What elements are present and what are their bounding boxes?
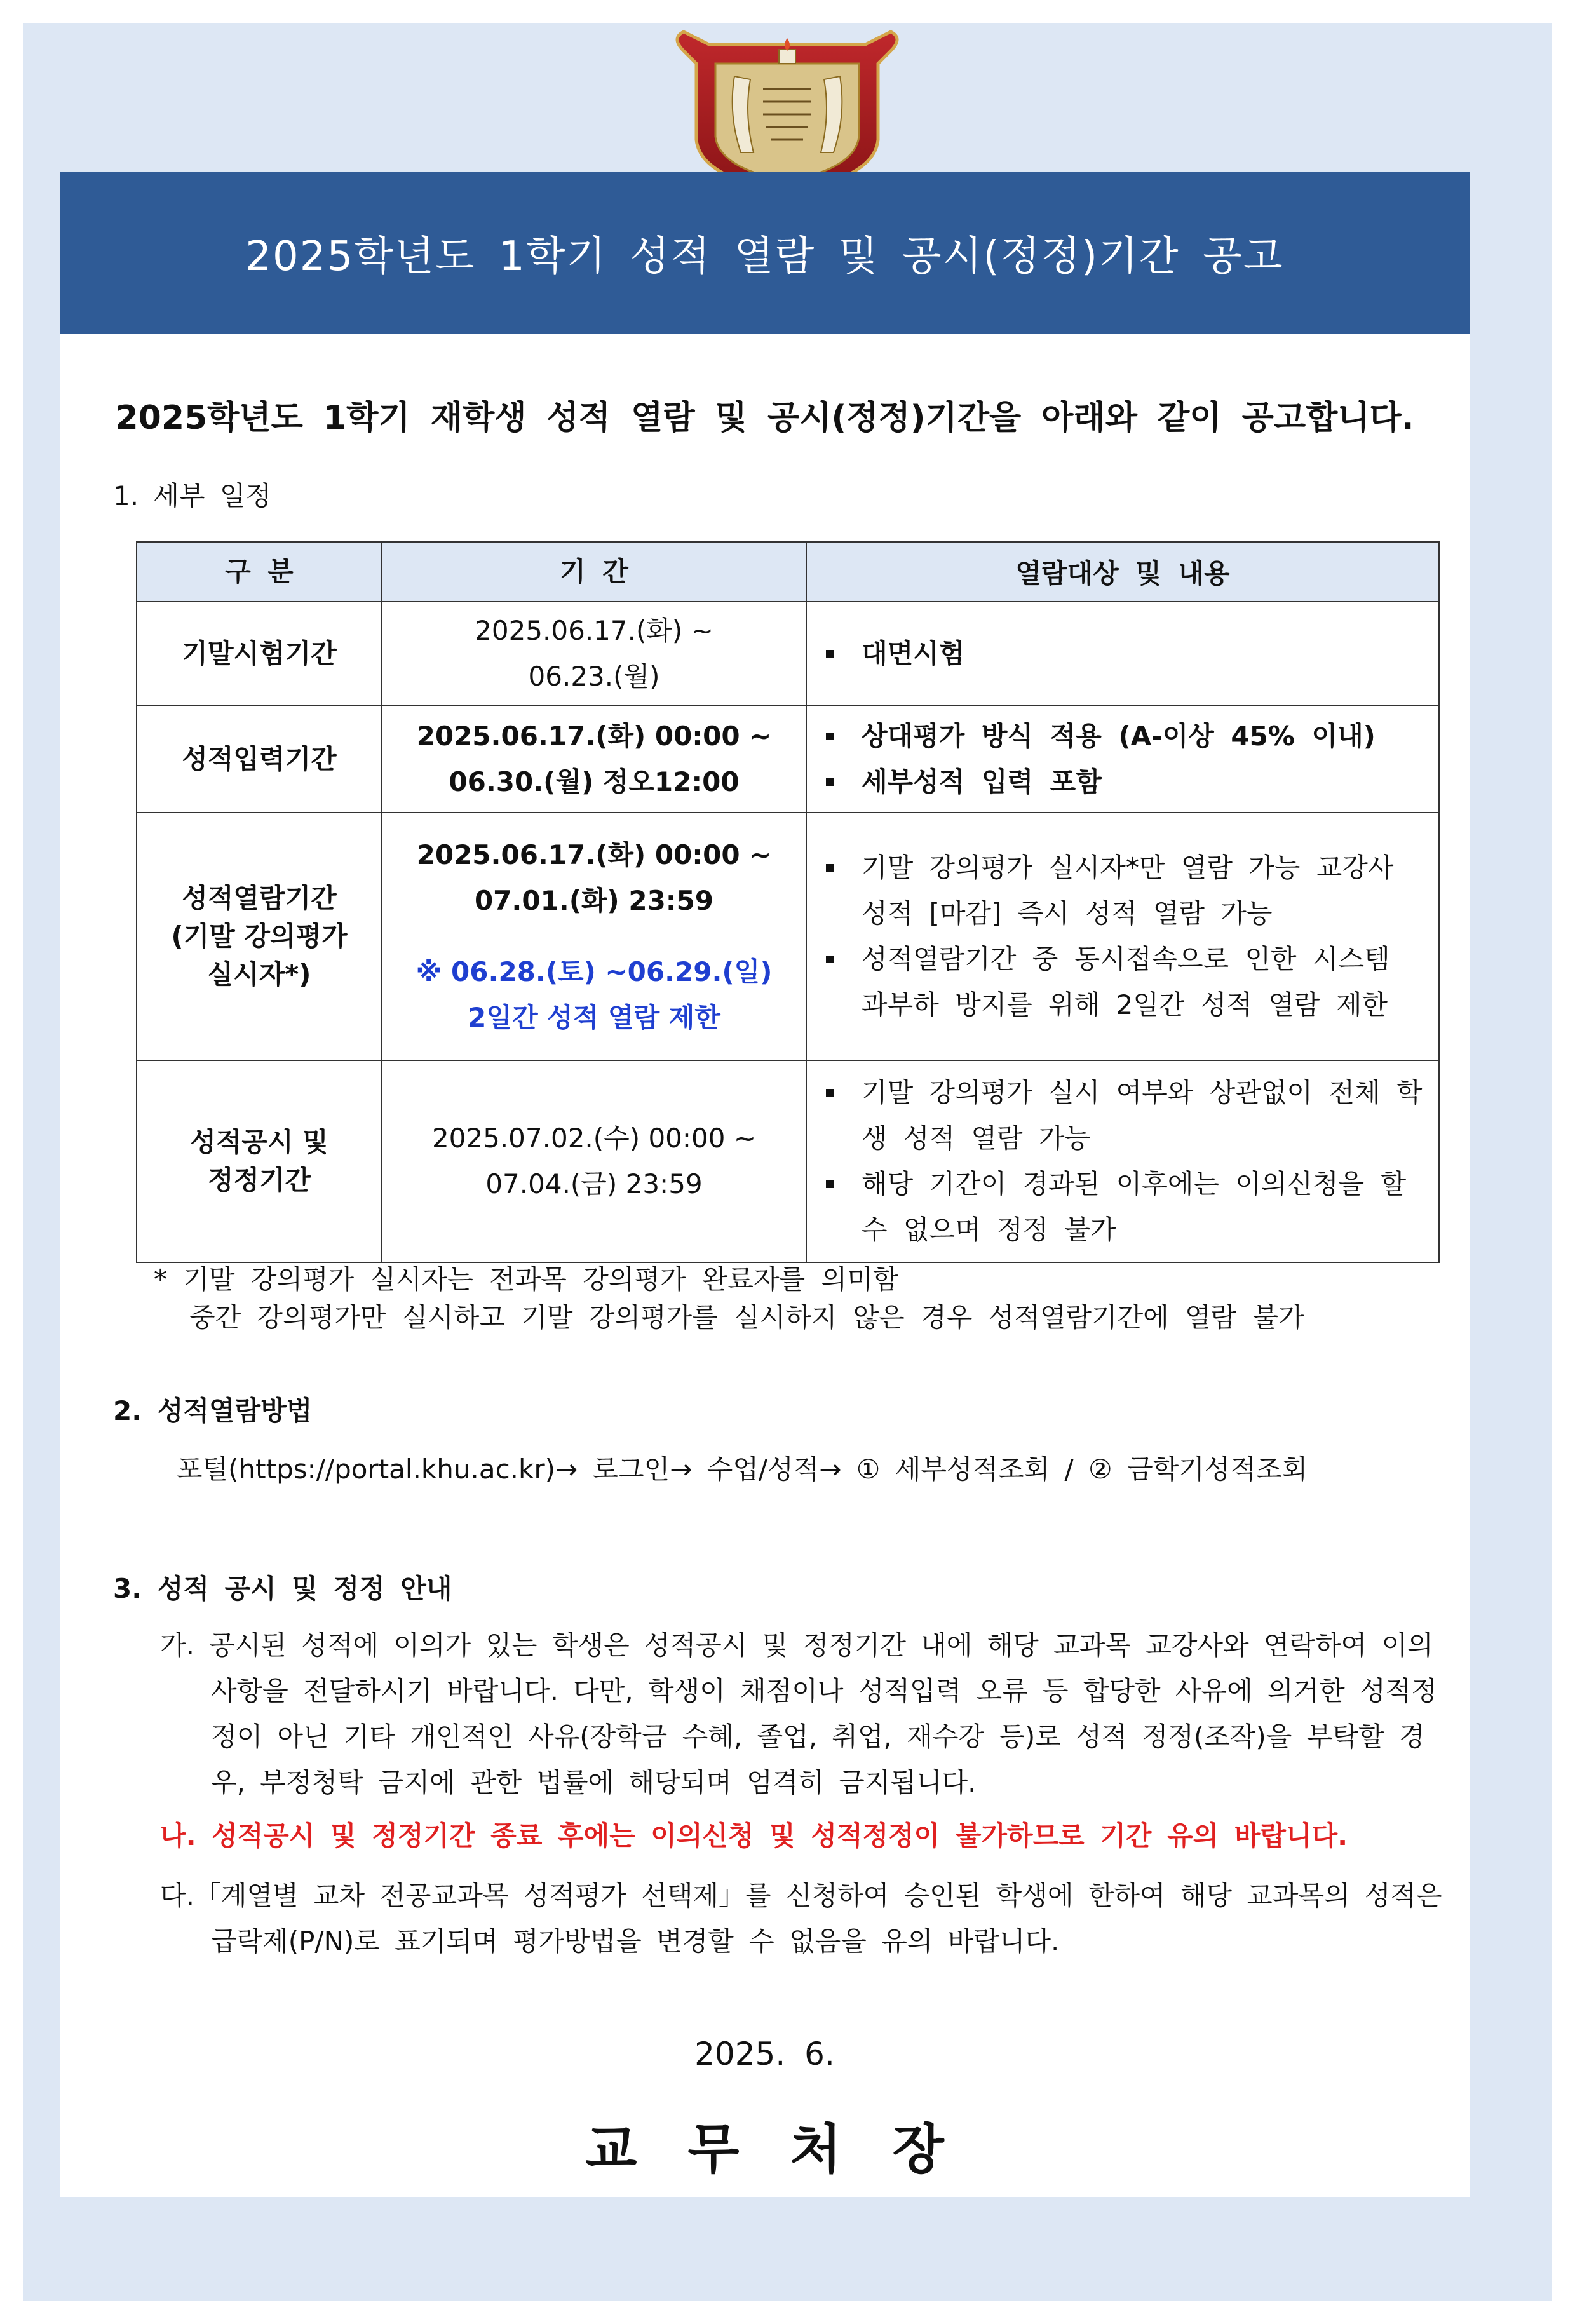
section2-body: 포털(https://portal.khu.ac.kr)→ 로그인→ 수업/성적→ ① 세부성적조회 / ② 금학기성적조회 (177, 1454, 1308, 1485)
header-category: 구 분 (137, 542, 382, 602)
row-period (382, 602, 806, 706)
schedule-table (136, 541, 1440, 1263)
table-row (137, 1060, 1439, 1262)
notice-item-ga: 가. 공시된 성적에 이의가 있는 학생은 성적공시 및 정정기간 내에 해당 교과목 교강사와 연락하여 이의사항을 전달하시기 바랍니다. 다만, 학생이 채점이나 성적입력 오류 등 합당한 사유에 의거한 성적정정이 아닌 기타 개인적인 사유(장학금 수혜, 졸업, 취업, 재수강 등)로 성적 정정(조작)을 부탁할 경우, 부정청탁 금지에 관한 법률에 해당되며 엄격히 금지됩니다. (160, 1630, 1437, 1798)
signature: 교무처장 (585, 2118, 995, 2180)
category-line: 실시자*) (207, 959, 311, 990)
table-row (137, 602, 1439, 706)
list-item: 성적열람기간 중 동시접속으로 인한 시스템 과부하 방지를 위해 2일간 성적 열람 제한 (822, 936, 1423, 1028)
row-content (806, 813, 1439, 1060)
row-category: 성적입력기간 (137, 706, 382, 813)
footnote-line: * 기말 강의평가 실시자는 전과목 강의평가 완료자를 의미함 (154, 1264, 899, 1295)
period-restriction-note: ※ 06.28.(토) ~06.29.(일) (416, 956, 773, 987)
row-category (137, 1060, 382, 1262)
row-category: 기말시험기간 (137, 602, 382, 706)
category-line: (기말 강의평가 (171, 921, 348, 952)
row-period (382, 706, 806, 813)
header-period: 기 간 (382, 542, 806, 602)
row-period (382, 813, 806, 1060)
period-restriction-note: 2일간 성적 열람 제한 (468, 1002, 720, 1033)
table-row (137, 706, 1439, 813)
row-content (806, 1060, 1439, 1262)
table-header-row (137, 542, 1439, 602)
period-line: 2025.06.17.(화) ~ (475, 615, 713, 646)
header-content: 열람대상 및 내용 (806, 542, 1439, 602)
period-line: 06.23.(월) (528, 661, 660, 692)
section2-heading: 2. 성적열람방법 (113, 1395, 313, 1426)
row-content (806, 706, 1439, 813)
title-banner (60, 172, 1470, 334)
period-line: 2025.06.17.(화) 00:00 ~ (416, 720, 772, 752)
list-item: 세부성적 입력 포함 (822, 759, 1423, 805)
list-item: 대면시험 (822, 631, 1423, 677)
footnote-line: 중간 강의평가만 실시하고 기말 강의평가를 실시하지 않은 경우 성적열람기간에 열람 불가 (189, 1302, 1304, 1333)
notice-date: 2025. 6. (694, 2036, 835, 2072)
section1-heading: 1. 세부 일정 (113, 480, 272, 511)
period-line: 07.04.(금) 23:59 (485, 1168, 703, 1199)
row-category (137, 813, 382, 1060)
period-line: 07.01.(화) 23:59 (474, 885, 714, 916)
list-item: 상대평가 방식 적용 (A-이상 45% 이내) (822, 713, 1423, 759)
notice-paper (60, 172, 1470, 2197)
list-item: 기말 강의평가 실시자*만 열람 가능 교강사 성적 [마감] 즉시 성적 열람 가능 (822, 845, 1423, 936)
category-line: 정정기간 (207, 1165, 311, 1196)
table-row (137, 813, 1439, 1060)
category-line: 성적열람기간 (182, 882, 337, 914)
category-line: 성적공시 및 (190, 1126, 328, 1158)
period-line: 2025.06.17.(화) 00:00 ~ (416, 839, 772, 870)
list-item: 해당 기간이 경과된 이후에는 이의신청을 할 수 없으며 정정 불가 (822, 1161, 1423, 1253)
intro-text: 2025학년도 1학기 재학생 성적 열람 및 공시(정정)기간을 아래와 같이 공고합니다. (115, 399, 1414, 437)
notice-item-da: 다.「계열별 교차 전공교과목 성적평가 선택제」를 신청하여 승인된 학생에 한하여 해당 교과목의 성적은 급락제(P/N)로 표기되며 평가방법을 변경할 수 없음을 유의 바랍니다. (160, 1880, 1442, 1957)
page-title: 2025학년도 1학기 성적 열람 및 공시(정정)기간 공고 (245, 233, 1284, 280)
row-content (806, 602, 1439, 706)
row-period (382, 1060, 806, 1262)
list-item: 기말 강의평가 실시 여부와 상관없이 전체 학생 성적 열람 가능 (822, 1070, 1423, 1161)
period-line: 2025.07.02.(수) 00:00 ~ (431, 1123, 757, 1154)
notice-item-na: 나. 성적공시 및 정정기간 종료 후에는 이의신청 및 성적정정이 불가하므로 기간 유의 바랍니다. (160, 1820, 1348, 1851)
section3-heading: 3. 성적 공시 및 정정 안내 (113, 1573, 452, 1604)
period-line: 06.30.(월) 정오12:00 (449, 766, 740, 797)
